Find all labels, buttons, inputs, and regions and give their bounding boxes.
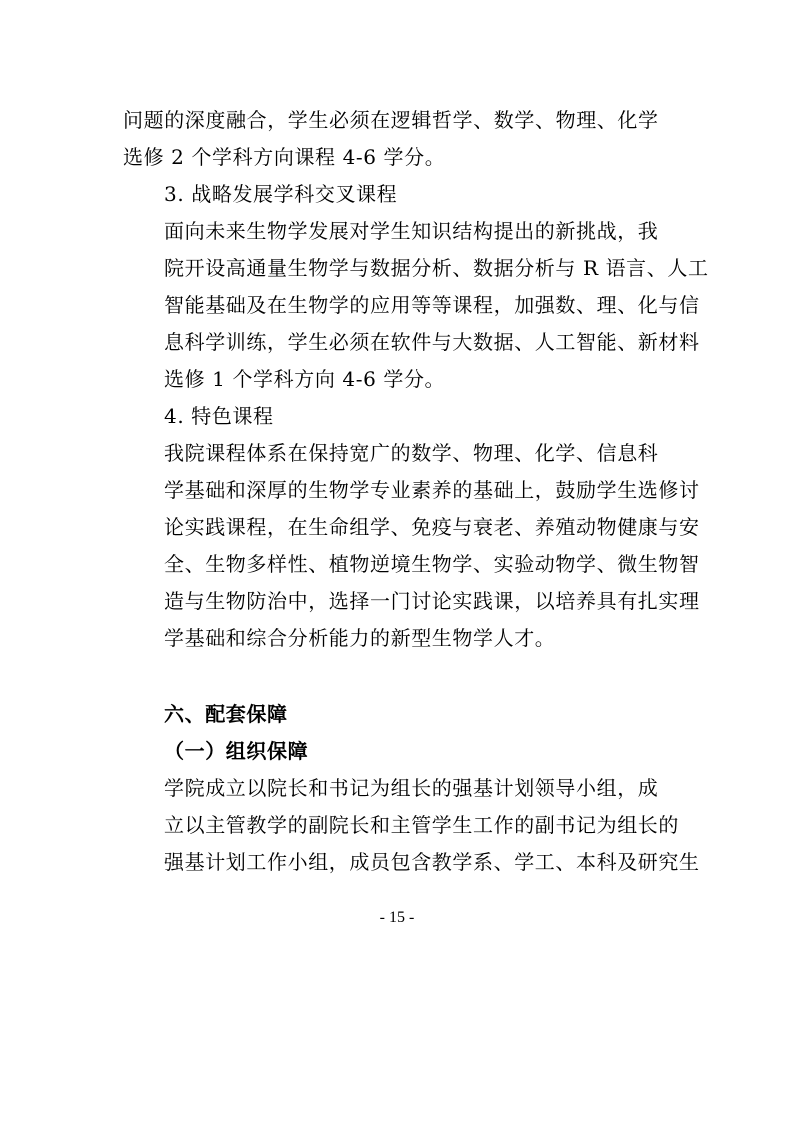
paragraph-course-requirement — [123, 102, 674, 176]
section-subheading-organization: （一）组织保障 — [164, 739, 309, 763]
paragraph-organization — [123, 770, 700, 881]
subheading-interdisciplinary-courses: 3. 战略发展学科交叉课程 — [164, 182, 398, 206]
section-spacer — [123, 657, 674, 696]
text-line: 我院课程体系在保持宽广的数学、物理、化学、信息科 — [164, 441, 659, 465]
text-line: 立以主管教学的副院长和主管学生工作的副书记为组长的 — [164, 813, 679, 837]
page-body — [123, 102, 709, 881]
page-number: - 15 - — [379, 909, 415, 926]
text-line: 院开设高通量生物学与数据分析、数据分析与 R 语言、人工 — [164, 256, 709, 280]
text-line: 造与生物防治中，选择一门讨论实践课，以培养具有扎实理 — [164, 589, 700, 613]
subheading-featured-courses: 4. 特色课程 — [164, 404, 274, 428]
text-line: 学基础和综合分析能力的新型生物学人才。 — [164, 626, 556, 650]
section-heading-support: 六、配套保障 — [164, 702, 288, 726]
text-line: 智能基础及在生物学的应用等等课程，加强数、理、化与信 — [164, 293, 700, 317]
text-line: 问题的深度融合，学生必须在逻辑哲学、数学、物理、化学 — [123, 108, 659, 132]
text-line: 选修 1 个学科方向 4-6 学分。 — [164, 367, 446, 391]
text-line: 论实践课程，在生命组学、免疫与衰老、养殖动物健康与安 — [164, 515, 700, 539]
text-line: 息科学训练，学生必须在软件与大数据、人工智能、新材料 — [164, 330, 700, 354]
text-line: 学基础和深厚的生物学专业素养的基础上，鼓励学生选修讨 — [164, 478, 700, 502]
text-line: 全、生物多样性、植物逆境生物学、实验动物学、微生物智 — [164, 552, 700, 576]
text-line: 强基计划工作小组，成员包含教学系、学工、本科及研究生 — [164, 850, 700, 874]
paragraph-featured-courses — [123, 435, 700, 657]
paragraph-interdisciplinary-courses — [123, 213, 709, 398]
text-line: 面向未来生物学发展对学生知识结构提出的新挑战，我 — [164, 219, 659, 243]
text-line: 选修 2 个学科方向课程 4-6 学分。 — [123, 145, 446, 169]
text-line: 学院成立以院长和书记为组长的强基计划领导小组，成 — [164, 776, 659, 800]
